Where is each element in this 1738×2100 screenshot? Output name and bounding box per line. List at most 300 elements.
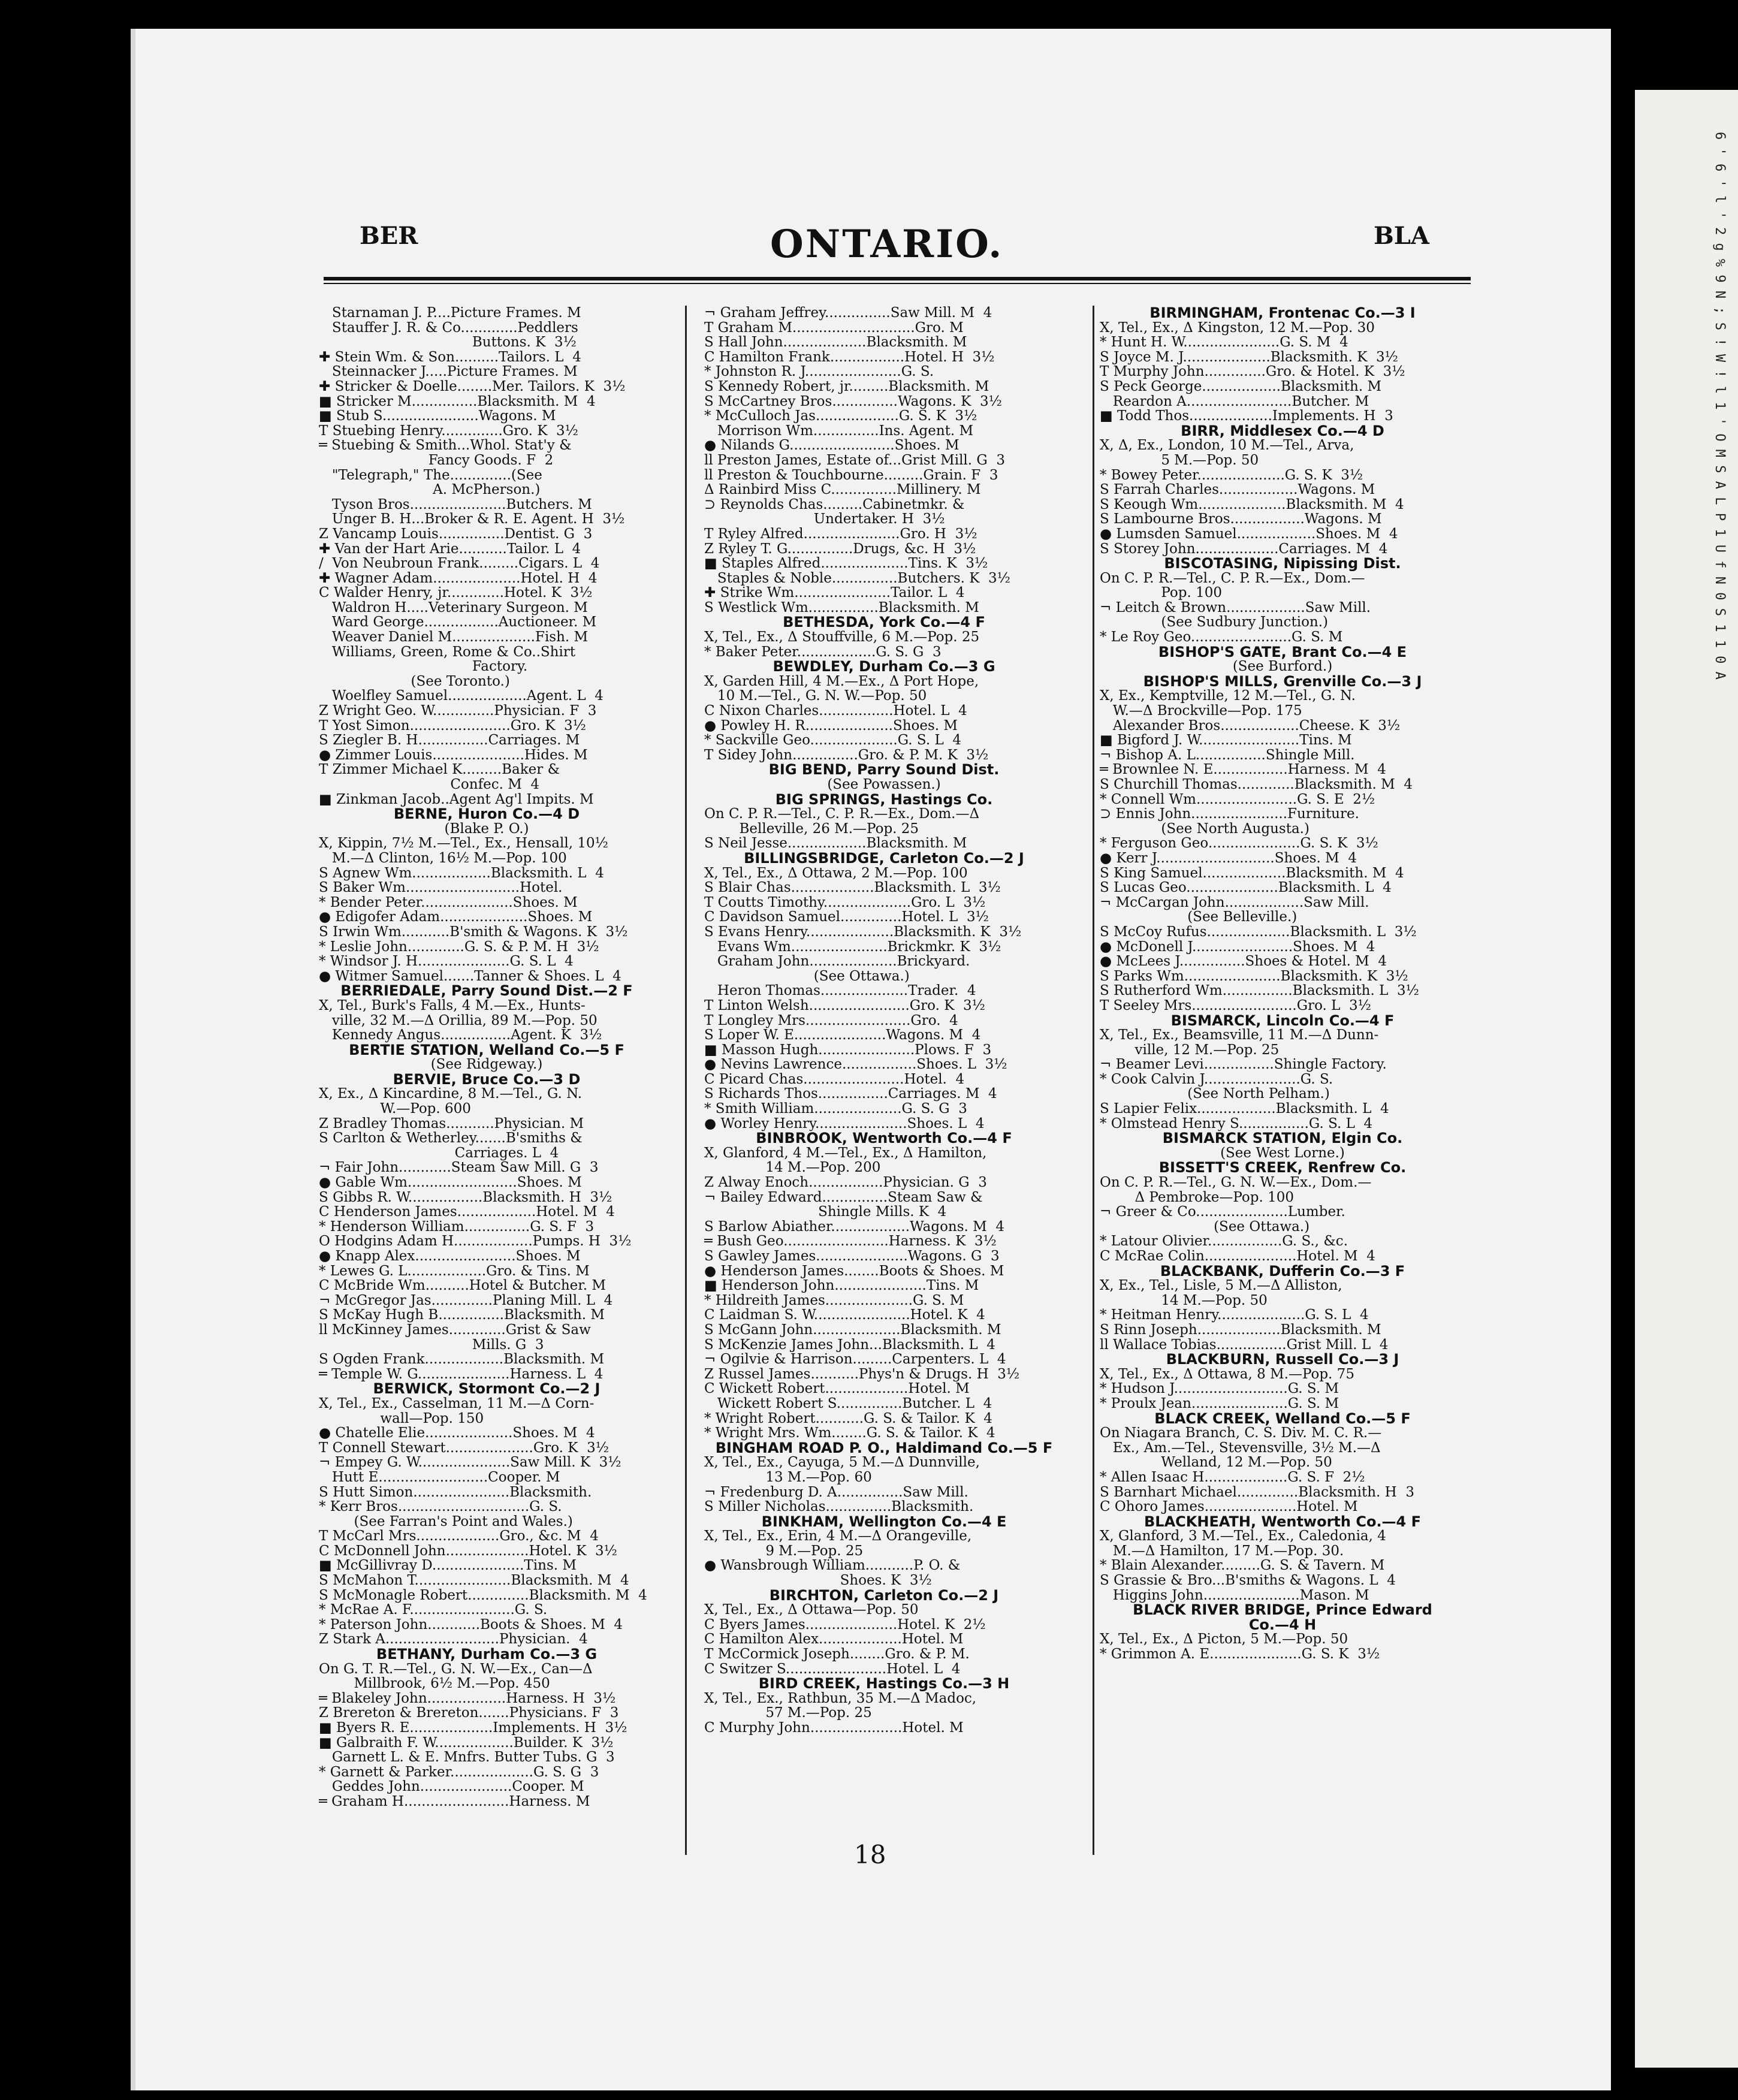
town-heading: BISMARCK STATION, Elgin Co. (1162, 1130, 1403, 1147)
directory-entry: * Hildreith James....................G. S. M (704, 1292, 964, 1308)
directory-entry: On G. T. R.—Tel., G. N. W.—Ex., Can—Δ (319, 1661, 593, 1677)
directory-entry: T Sidey John...............Gro. & P. M. K 3½ (704, 747, 989, 763)
directory-entry: S Rutherford Wm................Blacksmith. L 3½ (1100, 983, 1419, 999)
directory-entry: * Bowey Peter....................G. S. K 3½ (1100, 467, 1363, 483)
directory-entry: ⊃ Reynolds Chas.........Cabinetmkr. & (704, 496, 965, 512)
adjacent-page-margin-text: 6 ' 6 ' l ' 2 g % 9 N ; S ! W ! l 1 ' O M S A L P 1 U f N 0 S 1 1 0 A (1712, 132, 1727, 680)
directory-entry: * Latour Olivier.................G. S., &c. (1100, 1233, 1348, 1250)
directory-entry: * Allen Isaac H...................G. S. F 2½ (1100, 1469, 1365, 1485)
directory-entry: Steinnacker J.....Picture Frames. M (319, 364, 578, 380)
running-head-left: BER (360, 222, 418, 250)
town-heading: BIRD CREEK, Hastings Co.—3 H (758, 1675, 1010, 1692)
directory-entry: (See Ottawa.) (704, 968, 910, 984)
directory-entry: S Evans Henry....................Blacksmith. K 3½ (704, 924, 1022, 940)
directory-entry: T Zimmer Michael K.........Baker & (319, 762, 560, 778)
directory-entry: ● Lumsden Samuel..................Shoes. M 4 (1100, 526, 1398, 542)
town-heading: BLACKBURN, Russell Co.—3 J (1166, 1351, 1399, 1368)
directory-entry: C Murphy John.....................Hotel. M (704, 1720, 964, 1736)
directory-entry: X, Tel., Ex., Δ Ottawa—Pop. 50 (704, 1602, 919, 1618)
directory-entry: * Grimmon A. E.....................G. S. K 3½ (1100, 1646, 1380, 1662)
directory-entry: Ward George.................Auctioneer. M (319, 614, 597, 630)
directory-entry: ✚ Wagner Adam....................Hotel. H 4 (319, 570, 598, 586)
directory-entry: * Bender Peter.....................Shoes. M (319, 894, 578, 910)
directory-entry: Factory. (319, 659, 528, 675)
directory-entry: * Kerr Bros..............................G. S. (319, 1499, 562, 1515)
directory-entry: T Longley Mrs........................Gro. 4 (704, 1012, 958, 1028)
directory-entry: Geddes John.....................Cooper. M (319, 1779, 584, 1795)
town-heading: BIG SPRINGS, Hastings Co. (775, 790, 993, 808)
directory-entry: X, Garden Hill, 4 M.—Ex., Δ Port Hope, (704, 673, 979, 689)
directory-entry: X, Tel., Ex., Casselman, 11 M.—Δ Corn- (319, 1395, 595, 1411)
directory-entry: wall—Pop. 150 (319, 1410, 484, 1426)
directory-entry: * Wright Mrs. Wm........G. S. & Tailor. K 4 (704, 1425, 995, 1441)
directory-entry: 14 M.—Pop. 200 (704, 1160, 881, 1176)
directory-entry: Hutt E.........................Cooper. M (319, 1469, 560, 1485)
directory-entry: * Wright Robert...........G. S. & Tailor. K 4 (704, 1410, 992, 1426)
directory-entry: Confec. M 4 (319, 777, 540, 792)
directory-entry: ● Zimmer Louis.....................Hides. M (319, 747, 588, 763)
directory-entry: X, Tel., Ex., Δ Stouffville, 6 M.—Pop. 25 (704, 629, 980, 645)
directory-entry: (See Farran's Point and Wales.) (319, 1513, 573, 1529)
directory-entry: * Ferguson Geo.....................G. S. K 3½ (1100, 835, 1378, 852)
directory-entry: T McCormick Joseph........Gro. & P. M. (704, 1646, 970, 1662)
directory-entry: T Seeley Mrs........................Gro. L 3½ (1100, 997, 1371, 1013)
town-heading: BLACK CREEK, Welland Co.—5 F (1154, 1410, 1411, 1427)
directory-entry: S Kennedy Robert, jr.........Blacksmith. M (704, 378, 989, 394)
directory-entry: ● Nevins Lawrence.................Shoes. L 3½ (704, 1057, 1007, 1073)
directory-column-1 (319, 306, 654, 1864)
directory-entry: Undertaker. H 3½ (704, 511, 945, 527)
directory-entry: ■ Bigford J. W.......................Tins. M (1100, 732, 1352, 749)
town-heading: (Blake P. O.) (444, 820, 529, 837)
directory-entry: 9 M.—Pop. 25 (704, 1543, 864, 1559)
directory-entry: T Murphy John..............Gro. & Hotel. K 3½ (1100, 364, 1405, 380)
directory-entry: T Stuebing Henry..............Gro. K 3½ (319, 423, 578, 439)
town-heading: BINKHAM, Wellington Co.—4 E (761, 1513, 1007, 1530)
directory-entry: ● Edigofer Adam....................Shoes. M (319, 909, 593, 925)
directory-entry: C Ohoro James.....................Hotel. M (1100, 1499, 1358, 1515)
directory-entry: Reardon A........................Butcher. M (1100, 393, 1369, 409)
directory-entry: On C. P. R.—Tel., C. P. R.—Ex., Dom.— (1100, 570, 1365, 586)
directory-entry: ■ Henderson John.....................Tins. M (704, 1278, 979, 1294)
directory-entry: S Farrah Charles..................Wagons. M (1100, 482, 1375, 498)
directory-entry: ville, 12 M.—Pop. 25 (1100, 1042, 1280, 1058)
directory-entry: ● Worley Henry.....................Shoes. L 4 (704, 1115, 985, 1132)
directory-entry: Welland, 12 M.—Pop. 50 (1100, 1455, 1332, 1471)
town-heading: (See West Lorne.) (1220, 1145, 1345, 1161)
directory-entry: C Walder Henry, jr.............Hotel. K 3½ (319, 585, 593, 601)
town-heading: BEWDLEY, Durham Co.—3 G (773, 658, 995, 675)
town-heading: BILLINGSBRIDGE, Carleton Co.—2 J (744, 849, 1024, 867)
directory-entry: Millbrook, 6½ M.—Pop. 450 (319, 1676, 550, 1692)
directory-entry: Heron Thomas....................Trader. 4 (704, 983, 976, 999)
directory-entry: ═ Stuebing & Smith...Whol. Stat'y & (319, 437, 572, 454)
directory-entry: Higgins John......................Mason. M (1100, 1587, 1369, 1603)
town-heading: BINGHAM ROAD P. O., Haldimand Co.—5 F (715, 1439, 1053, 1456)
directory-entry: C Davidson Samuel..............Hotel. L 3½ (704, 909, 989, 925)
directory-entry: C Laidman S. W......................Hotel. K 4 (704, 1307, 985, 1323)
directory-entry: * Paterson John............Boots & Shoes. M 4 (319, 1616, 623, 1633)
directory-entry: X, Tel., Ex., Cayuga, 5 M.—Δ Dunnville, (704, 1455, 980, 1471)
directory-entry: T Coutts Timothy....................Gro. L 3½ (704, 894, 986, 910)
directory-entry: X, Tel., Ex., Δ Kingston, 12 M.—Pop. 30 (1100, 319, 1375, 336)
directory-entry: Δ Pembroke—Pop. 100 (1100, 1189, 1295, 1205)
directory-entry: (See North Augusta.) (1100, 820, 1309, 837)
directory-entry: S Baker Wm..........................Hotel. (319, 880, 563, 896)
directory-entry: ═ Graham H........................Harness. M (319, 1793, 590, 1809)
directory-entry: ✚ Stricker & Doelle........Mer. Tailors. K 3½ (319, 378, 626, 394)
directory-entry: * Garnett & Parker...................G. S. G 3 (319, 1764, 599, 1780)
directory-entry: T Connell Stewart....................Gro. K 3½ (319, 1440, 609, 1456)
directory-entry: ✚ Van der Hart Arie...........Tailor. L 4 (319, 541, 581, 557)
directory-entry: S King Samuel...................Blacksmith. M 4 (1100, 865, 1404, 881)
directory-entry: O Hodgins Adam H..................Pumps. H 3½ (319, 1233, 632, 1250)
directory-entry: S Storey John...................Carriages. M 4 (1100, 541, 1388, 557)
directory-entry: ¬ Fredenburg D. A...............Saw Mill. (704, 1484, 968, 1500)
town-heading: BLACK RIVER BRIDGE, Prince Edward (1133, 1601, 1432, 1619)
directory-entry: Williams, Green, Rome & Co..Shirt (319, 644, 576, 660)
directory-entry: S Lucas Geo.....................Blacksmith. L 4 (1100, 880, 1392, 896)
directory-entry: S McKenzie James John...Blacksmith. L 4 (704, 1336, 995, 1353)
directory-entry: ● Nilands G........................Shoes. M (704, 437, 959, 454)
directory-entry: Z Wright Geo. W..............Physician. F 3 (319, 703, 597, 719)
directory-entry: X, Tel., Burk's Falls, 4 M.—Ex., Hunts- (319, 997, 586, 1013)
directory-entry: 57 M.—Pop. 25 (704, 1705, 872, 1721)
town-heading: BISHOP'S MILLS, Grenville Co.—3 J (1143, 672, 1422, 690)
directory-entry: S Barlow Abiather..................Wagons. M 4 (704, 1218, 1004, 1235)
directory-entry: * Johnston R. J......................G. S. (704, 364, 934, 380)
directory-entry: * Smith William....................G. S. G 3 (704, 1101, 967, 1117)
directory-entry: ● Kerr J...........................Shoes. M 4 (1100, 850, 1357, 866)
directory-entry: Morrison Wm...............Ins. Agent. M (704, 423, 974, 439)
town-heading: BISCOTASING, Nipissing Dist. (1164, 555, 1401, 572)
directory-entry: X, Δ, Ex., London, 10 M.—Tel., Arva, (1100, 437, 1354, 454)
directory-entry: Wickett Robert S...............Butcher. L 4 (704, 1395, 992, 1411)
directory-entry: C Picard Chas.......................Hotel. 4 (704, 1071, 965, 1087)
town-heading: BETHANY, Durham Co.—3 G (376, 1646, 598, 1663)
directory-entry: Mills. G 3 (319, 1336, 544, 1353)
directory-entry: ¬ Graham Jeffrey...............Saw Mill. M 4 (704, 306, 992, 321)
directory-entry: ■ Stub S......................Wagons. M (319, 408, 556, 424)
directory-entry: C Nixon Charles.................Hotel. L 4 (704, 703, 967, 719)
directory-entry: X, Kippin, 7½ M.—Tel., Ex., Hensall, 10½ (319, 835, 608, 852)
directory-entry: S Miller Nicholas...............Blacksmith. (704, 1499, 974, 1515)
directory-entry: Tyson Bros......................Butchers. M (319, 496, 592, 512)
directory-entry: S Carlton & Wetherley.......B'smiths & (319, 1130, 583, 1146)
directory-entry: * Proulx Jean......................G. S. M (1100, 1395, 1339, 1411)
town-heading: BERNE, Huron Co.—4 D (393, 805, 580, 823)
directory-entry: ¬ Greer & Co.....................Lumber. (1100, 1204, 1345, 1220)
directory-entry: ■ Staples Alfred....................Tins. K 3½ (704, 556, 988, 572)
directory-entry: * Baker Peter..................G. S. G 3 (704, 644, 942, 660)
directory-entry: ■ Masson Hugh......................Plows. F 3 (704, 1042, 992, 1058)
directory-entry: Kennedy Angus................Agent. K 3½ (319, 1027, 602, 1043)
directory-entry: Ex., Am.—Tel., Stevensville, 3½ M.—Δ (1100, 1440, 1381, 1456)
directory-entry: S Peck George..................Blacksmith. M (1100, 378, 1381, 394)
directory-entry: ● Chatelle Elie....................Shoes. M 4 (319, 1425, 595, 1441)
directory-entry: Buttons. K 3½ (319, 334, 577, 351)
directory-entry: S Neil Jesse..................Blacksmith. M (704, 835, 967, 852)
directory-entry: ═ Blakeley John..................Harness. H 3½ (319, 1690, 616, 1706)
directory-entry: * Hudson J..........................G. S. M (1100, 1381, 1339, 1397)
town-heading: BIRCHTON, Carleton Co.—2 J (769, 1586, 999, 1604)
town-heading: (See Ridgeway.) (430, 1057, 543, 1073)
town-heading: BIRR, Middlesex Co.—4 D (1181, 422, 1384, 439)
directory-entry: S McGann John....................Blacksmith. M (704, 1321, 1001, 1338)
directory-entry: X, Ex., Kemptville, 12 M.—Tel., G. N. (1100, 688, 1356, 704)
directory-entry: 13 M.—Pop. 60 (704, 1469, 872, 1485)
directory-entry: On C. P. R.—Tel., C. P. R.—Ex., Dom.—Δ (704, 806, 980, 822)
directory-entry: C McBride Wm..........Hotel & Butcher. M (319, 1278, 606, 1294)
directory-entry: * McRae A. F........................G. S. (319, 1602, 548, 1618)
directory-entry: S Keough Wm....................Blacksmith. M 4 (1100, 496, 1404, 512)
directory-entry: S Blair Chas...................Blacksmith. L 3½ (704, 880, 1001, 896)
directory-entry: * Windsor J. H.....................G. S. L 4 (319, 954, 574, 970)
directory-column-2 (704, 306, 1064, 1864)
directory-entry: A. McPherson.) (319, 482, 541, 498)
directory-entry: ═ Bush Geo........................Harness. K 3½ (704, 1233, 997, 1250)
directory-entry: T Yost Simon.......................Gro. K 3½ (319, 717, 586, 734)
directory-entry: ═ Temple W. G.....................Harness. L 4 (319, 1366, 604, 1382)
directory-entry: ⊃ Ennis John......................Furniture. (1100, 806, 1359, 822)
directory-entry: ● Knapp Alex.......................Shoes. M (319, 1248, 581, 1264)
directory-entry: ● McDonell J.......................Shoes. M 4 (1100, 939, 1375, 955)
directory-entry: C Hamilton Frank.................Hotel. H 3½ (704, 349, 995, 365)
directory-entry: S Westlick Wm................Blacksmith. M (704, 599, 979, 615)
directory-entry: Z Russel James...........Phys'n & Drugs. H 3½ (704, 1366, 1020, 1382)
directory-entry: S Rinn Joseph...................Blacksmith. M (1100, 1321, 1381, 1338)
directory-entry: S Joyce M. J....................Blacksmith. K 3½ (1100, 349, 1398, 365)
directory-entry: Weaver Daniel M...................Fish. M (319, 629, 589, 645)
directory-entry: ¬ Empey G. W.....................Saw Mill. K 3½ (319, 1455, 621, 1471)
directory-entry: C Switzer S.......................Hotel. L 4 (704, 1661, 961, 1677)
directory-entry: (See Sudbury Junction.) (1100, 614, 1329, 630)
directory-entry: * Cook Calvin J......................G. S. (1100, 1071, 1333, 1087)
directory-entry: (See Ottawa.) (1100, 1218, 1310, 1235)
directory-entry: S McCartney Bros...............Wagons. K 3½ (704, 393, 1002, 409)
directory-entry: Woelfley Samuel..................Agent. L 4 (319, 688, 604, 704)
town-heading: BINBROOK, Wentworth Co.—4 F (756, 1130, 1012, 1147)
directory-entry: ll Preston James, Estate of...Grist Mill. G 3 (704, 452, 1006, 468)
directory-entry: (See Toronto.) (319, 673, 510, 689)
directory-entry: * Blain Alexander.........G. S. & Tavern. M (1100, 1558, 1385, 1574)
directory-entry: S Hutt Simon......................Blacksmith. (319, 1484, 592, 1500)
directory-entry: ═ Brownlee N. E.................Harness. M 4 (1100, 762, 1386, 778)
directory-entry: / Von Neubroun Frank.........Cigars. L 4 (319, 556, 600, 572)
running-head-title: ONTARIO. (770, 222, 1004, 267)
town-heading: BLACKBANK, Dufferin Co.—3 F (1160, 1262, 1405, 1280)
directory-entry: ■ Galbraith F. W..................Builder. K 3½ (319, 1734, 614, 1751)
directory-entry: * Henderson William...............G. S. F 3 (319, 1218, 595, 1235)
directory-entry: S Hall John...................Blacksmith. M (704, 334, 967, 351)
town-heading: BISMARCK, Lincoln Co.—4 F (1170, 1012, 1395, 1029)
directory-entry: S Barnhart Michael..............Blacksmith. H 3 (1100, 1484, 1414, 1500)
directory-entry: ● Henderson James........Boots & Shoes. M (704, 1263, 1004, 1279)
directory-entry: S McCoy Rufus...................Blacksmith. L 3½ (1100, 924, 1417, 940)
directory-entry: ■ Zinkman Jacob..Agent Ag'l Impits. M (319, 791, 594, 807)
town-heading: BISHOP'S GATE, Brant Co.—4 E (1158, 643, 1407, 660)
directory-entry: S Lapier Felix..................Blacksmith. L 4 (1100, 1101, 1389, 1117)
directory-entry: ¬ McGregor Jas..............Planing Mill. L 4 (319, 1292, 613, 1308)
directory-entry: S Richards Thos................Carriages. M 4 (704, 1086, 997, 1102)
directory-entry: Z Ryley T. G...............Drugs, &c. H 3½ (704, 541, 976, 557)
directory-entry: ¬ Bishop A. L................Shingle Mill. (1100, 747, 1355, 763)
directory-entry: Stauffer J. R. & Co.............Peddlers (319, 319, 578, 336)
directory-entry: X, Ex., Tel., Lisle, 5 M.—Δ Alliston, (1100, 1278, 1342, 1294)
directory-entry: Carriages. L 4 (319, 1145, 559, 1161)
directory-entry: * Sackville Geo....................G. S. L 4 (704, 732, 961, 749)
directory-entry: ville, 32 M.—Δ Orillia, 89 M.—Pop. 50 (319, 1012, 598, 1028)
directory-entry: X, Glanford, 4 M.—Tel., Ex., Δ Hamilton, (704, 1145, 987, 1161)
directory-entry: C Byers James.....................Hotel. K 2½ (704, 1616, 986, 1633)
directory-entry: S Gawley James.....................Wagons. G 3 (704, 1248, 1000, 1264)
directory-entry: W.—Δ Brockville—Pop. 175 (1100, 703, 1302, 719)
directory-entry: * McCulloch Jas...................G. S. K 3½ (704, 408, 977, 424)
directory-entry: * Connell Wm.......................G. S. E 2½ (1100, 791, 1375, 807)
directory-entry: C Hamilton Alex...................Hotel. M (704, 1631, 964, 1648)
directory-entry: Evans Wm......................Brickmkr. K 3½ (704, 939, 1001, 955)
directory-entry: Unger B. H...Broker & R. E. Agent. H 3½ (319, 511, 625, 527)
directory-entry: * Hunt H. W......................G. S. M 4 (1100, 334, 1348, 351)
town-heading: BERVIE, Bruce Co.—3 D (393, 1070, 581, 1088)
town-heading: BIG BEND, Parry Sound Dist. (768, 761, 1000, 779)
directory-entry: Waldron H.....Veterinary Surgeon. M (319, 599, 588, 615)
directory-entry: ● Wansbrough William...........P. O. & (704, 1558, 961, 1574)
directory-entry: T McCarl Mrs...................Gro., &c. M 4 (319, 1528, 599, 1544)
directory-entry: ¬ McCargan John..................Saw Mill. (1100, 894, 1369, 910)
directory-entry: C Henderson James..................Hotel. M 4 (319, 1204, 615, 1220)
directory-entry: Z Bradley Thomas...........Physician. M (319, 1115, 584, 1132)
directory-entry: X, Tel., Ex., Δ Picton, 5 M.—Pop. 50 (1100, 1631, 1348, 1648)
directory-entry: S McMonagle Robert..............Blacksmith. M 4 (319, 1587, 647, 1603)
directory-entry: X, Tel., Ex., Rathbun, 35 M.—Δ Madoc, (704, 1690, 977, 1706)
directory-entry: 5 M.—Pop. 50 (1100, 452, 1259, 468)
directory-entry: S Ziegler B. H................Carriages. M (319, 732, 580, 749)
directory-entry: Pop. 100 (1100, 585, 1222, 601)
directory-entry: T Graham M............................Gro. M (704, 319, 964, 336)
directory-entry: S Grassie & Bro...B'smiths & Wagons. L 4 (1100, 1573, 1396, 1589)
column-divider (685, 306, 687, 1855)
town-heading: (See Burford.) (1232, 659, 1333, 675)
directory-entry: Δ Rainbird Miss C...............Millinery. M (704, 482, 981, 498)
directory-entry: * Olmstead Henry S................G. S. L 4 (1100, 1115, 1373, 1132)
directory-entry: ✚ Strike Wm......................Tailor. L 4 (704, 585, 965, 601)
directory-entry: ■ Stricker M...............Blacksmith. M 4 (319, 393, 596, 409)
directory-entry: Z Stark A..........................Physician. 4 (319, 1631, 588, 1648)
directory-entry: ll Preston & Touchbourne.........Grain. F 3 (704, 467, 998, 483)
directory-entry: On Niagara Branch, C. S. Div. M. C. R.— (1100, 1425, 1382, 1441)
directory-entry: ¬ Beamer Levi................Shingle Factory. (1100, 1057, 1387, 1073)
directory-entry: ● Gable Wm.........................Shoes. M (319, 1175, 582, 1191)
town-heading: BERTIE STATION, Welland Co.—5 F (349, 1041, 624, 1058)
directory-entry: Z Brereton & Brereton.......Physicians. F 3 (319, 1705, 619, 1721)
directory-entry: Alexander Bros..................Cheese. K 3½ (1100, 717, 1401, 734)
town-heading: BERWICK, Stormont Co.—2 J (373, 1380, 601, 1398)
directory-entry: T Ryley Alfred......................Gro. H 3½ (704, 526, 977, 542)
directory-entry: S Agnew Wm..................Blacksmith. L 4 (319, 865, 604, 881)
directory-entry: ¬ Ogilvie & Harrison.........Carpenters. L 4 (704, 1351, 1006, 1368)
directory-entry: M.—Δ Hamilton, 17 M.—Pop. 30. (1100, 1543, 1344, 1559)
running-head-right: BLA (1374, 222, 1429, 250)
directory-entry: Graham John....................Brickyard. (704, 954, 970, 970)
column-divider (1093, 306, 1094, 1855)
directory-entry: S McKay Hugh B...............Blacksmith. M (319, 1307, 605, 1323)
directory-entry: X, Glanford, 3 M.—Tel., Ex., Caledonia, 4 (1100, 1528, 1386, 1544)
directory-entry: C McRae Colin.....................Hotel. M 4 (1100, 1248, 1375, 1264)
header-rule-thin (324, 283, 1471, 284)
directory-entry: Belleville, 26 M.—Pop. 25 (704, 820, 919, 837)
directory-entry: "Telegraph," The..............(See (319, 467, 542, 483)
directory-entry: ¬ Bailey Edward...............Steam Saw & (704, 1189, 983, 1205)
header-rule (324, 277, 1471, 280)
directory-entry: S Ogden Frank..................Blacksmith. M (319, 1351, 605, 1368)
directory-entry: ll McKinney James.............Grist & Saw (319, 1321, 591, 1338)
directory-entry: Garnett L. & E. Mnfrs. Butter Tubs. G 3 (319, 1749, 615, 1766)
town-heading: Co.—4 H (1248, 1616, 1317, 1633)
page-number: 18 (854, 1840, 886, 1869)
directory-entry: T Linton Welsh.......................Gro. K 3½ (704, 997, 985, 1013)
directory-entry: Fancy Goods. F 2 (319, 452, 554, 468)
directory-entry: Z Vancamp Louis...............Dentist. G 3 (319, 526, 593, 542)
directory-entry: On C. P. R.—Tel., G. N. W.—Ex., Dom.— (1100, 1175, 1372, 1191)
directory-entry: ● McLees J...............Shoes & Hotel. M 4 (1100, 954, 1387, 970)
town-heading: BIRMINGHAM, Frontenac Co.—3 I (1149, 306, 1416, 321)
town-heading: BERRIEDALE, Parry Sound Dist.—2 F (340, 982, 633, 1000)
directory-entry: ✚ Stein Wm. & Son..........Tailors. L 4 (319, 349, 581, 365)
directory-entry: ll Wallace Tobias................Grist Mill. L 4 (1100, 1336, 1389, 1353)
directory-entry: ■ Todd Thos...................Implements. H 3 (1100, 408, 1393, 424)
directory-entry: ¬ Leitch & Brown..................Saw Mill. (1100, 599, 1371, 615)
directory-entry: * Lewes G. L..................Gro. & Tins. M (319, 1263, 590, 1279)
town-heading: BETHESDA, York Co.—4 F (783, 614, 985, 631)
directory-entry: ● Witmer Samuel.......Tanner & Shoes. L 4 (319, 968, 621, 984)
directory-entry: Starnaman J. P....Picture Frames. M (319, 306, 581, 321)
directory-entry: X, Ex., Δ Kincardine, 8 M.—Tel., G. N. (319, 1086, 583, 1102)
directory-entry: Staples & Noble...............Butchers. K 3½ (704, 570, 1010, 586)
directory-entry: ¬ Fair John............Steam Saw Mill. G 3 (319, 1160, 599, 1176)
directory-entry: (See Belleville.) (1100, 909, 1298, 925)
directory-entry: S Irwin Wm...........B'smith & Wagons. K 3½ (319, 924, 628, 940)
directory-entry: X, Tel., Ex., Δ Ottawa, 2 M.—Pop. 100 (704, 865, 968, 881)
directory-entry: X, Tel., Ex., Beamsville, 11 M.—Δ Dunn- (1100, 1027, 1379, 1043)
directory-entry: S McMahon T......................Blacksmith. M 4 (319, 1573, 629, 1589)
directory-entry: S Parks Wm......................Blacksmith. K 3½ (1100, 968, 1408, 984)
directory-entry: M.—Δ Clinton, 16½ M.—Pop. 100 (319, 850, 567, 866)
town-heading: BISSETT'S CREEK, Renfrew Co. (1158, 1159, 1407, 1176)
directory-column-3 (1100, 306, 1465, 1864)
town-heading: (See Powassen.) (827, 777, 941, 792)
directory-entry: W.—Pop. 600 (319, 1101, 471, 1117)
town-heading: BLACKHEATH, Wentworth Co.—4 F (1143, 1513, 1422, 1530)
directory-entry: Z Alway Enoch.................Physician. G 3 (704, 1175, 987, 1191)
directory-entry: ■ McGillivray D.....................Tins. M (319, 1558, 577, 1574)
directory-entry: ● Powley H. R....................Shoes. M (704, 717, 958, 734)
directory-entry: C McDonnell John...................Hotel. K 3½ (319, 1543, 617, 1559)
directory-entry: * Leslie John.............G. S. & P. M. H 3½ (319, 939, 599, 955)
directory-entry: X, Tel., Ex., Δ Ottawa, 8 M.—Pop. 75 (1100, 1366, 1354, 1382)
directory-entry: S Churchill Thomas.............Blacksmith. M 4 (1100, 777, 1413, 792)
directory-entry: S Gibbs R. W.................Blacksmith. H 3½ (319, 1189, 612, 1205)
directory-entry: * Heitman Henry....................G. S. L 4 (1100, 1307, 1369, 1323)
directory-entry: 10 M.—Tel., G. N. W.—Pop. 50 (704, 688, 927, 704)
directory-entry: (See North Pelham.) (1100, 1086, 1330, 1102)
directory-entry: S Loper W. E.....................Wagons. M 4 (704, 1027, 981, 1043)
directory-entry: ■ Byers R. E...................Implements. H 3½ (319, 1720, 627, 1736)
directory-entry: * Le Roy Geo.......................G. S. M (1100, 629, 1343, 645)
directory-entry: X, Tel., Ex., Erin, 4 M.—Δ Orangeville, (704, 1528, 972, 1544)
directory-entry: Shoes. K 3½ (704, 1573, 932, 1589)
directory-entry: C Wickett Robert...................Hotel. M (704, 1381, 970, 1397)
